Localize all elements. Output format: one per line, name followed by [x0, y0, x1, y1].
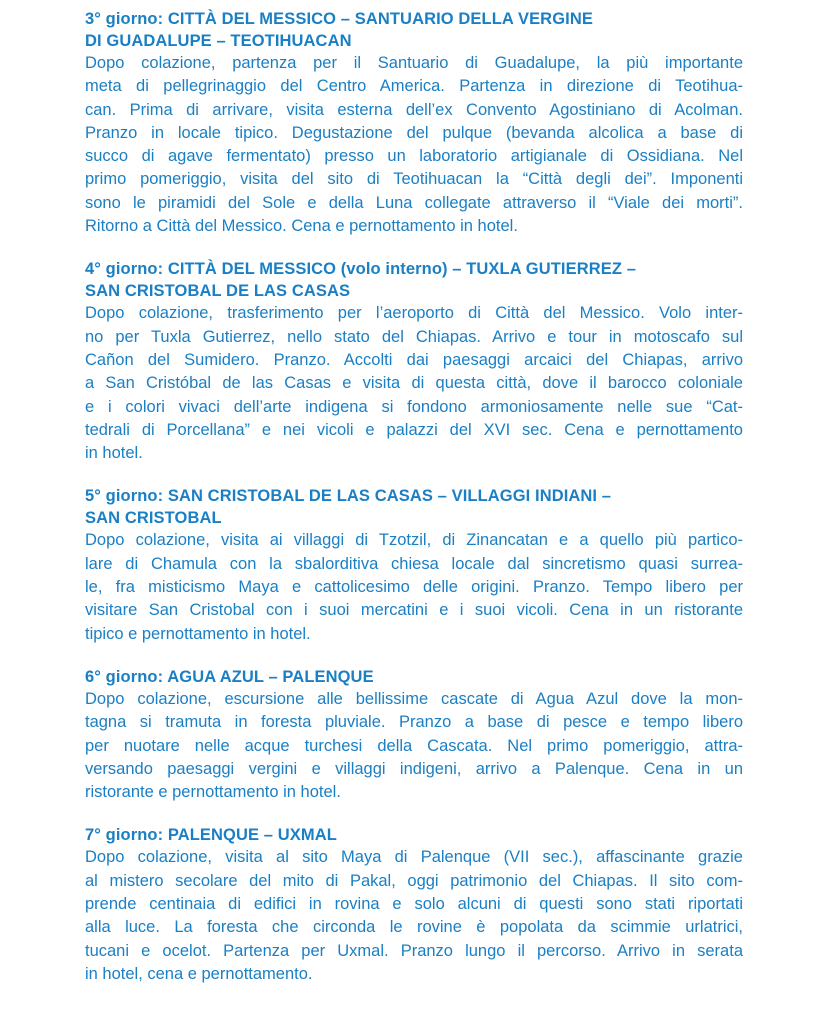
- body-line: tedrali di Porcellana” e nei vicoli e palazzi del XVI sec. Cena e pernottamento: [85, 420, 743, 439]
- day-title: [85, 824, 743, 846]
- title-line: 4° giorno: CITTÀ DEL MESSICO (volo interno) – TUXLA GUTIERREZ –: [85, 260, 636, 279]
- body-line: visitare San Cristobal con i suoi mercatini e i suoi vicoli. Cena in un ristorante: [85, 601, 743, 620]
- body-line: tagna si tramuta in foresta pluviale. Pranzo a base di pesce e tempo libero: [85, 713, 743, 732]
- body-line: Cañon del Sumidero. Pranzo. Accolti dai paesaggi arcaici del Chiapas, arrivo: [85, 350, 743, 369]
- day-description: [85, 52, 743, 238]
- day-description: [85, 302, 743, 465]
- body-line: Dopo colazione, visita ai villaggi di Tzotzil, di Zinancatan e a quello più partico-: [85, 531, 743, 550]
- body-line: in hotel.: [85, 444, 143, 463]
- body-line: versando paesaggi vergini e villaggi indigeni, arrivo a Palenque. Cena in un: [85, 759, 743, 778]
- body-line: alla luce. La foresta che circonda le rovine è popolata da scimmie urlatrici,: [85, 918, 743, 937]
- body-line: a San Cristóbal de las Casas e visita di questa città, dove il barocco coloniale: [85, 374, 743, 393]
- body-line: primo pomeriggio, visita del sito di Teotihuacan la “Città degli dei”. Imponenti: [85, 170, 743, 189]
- title-line: DI GUADALUPE – TEOTIHUACAN: [85, 32, 352, 50]
- body-line: meta di pellegrinaggio del Centro America. Partenza in direzione di Teotihua-: [85, 77, 743, 96]
- body-line: can. Prima di arrivare, visita esterna dell’ex Convento Agostiniano di Acolman.: [85, 100, 743, 119]
- body-line: ristorante e pernottamento in hotel.: [85, 783, 341, 802]
- body-line: le, fra misticismo Maya e cattolicesimo delle origini. Pranzo. Tempo libero per: [85, 578, 743, 597]
- body-line: Dopo colazione, partenza per il Santuario di Guadalupe, la più importante: [85, 54, 743, 72]
- day-section-3: [85, 8, 743, 238]
- body-line: e i colori vivaci dell’arte indigena si fondono armoniosamente nelle sue “Cat-: [85, 397, 743, 416]
- title-line: 6° giorno: AGUA AZUL – PALENQUE: [85, 667, 374, 686]
- body-line: al mistero secolare del mito di Pakal, oggi patrimonio del Chiapas. Il sito com-: [85, 871, 743, 890]
- title-line: SAN CRISTOBAL DE LAS CASAS: [85, 282, 351, 301]
- day-title: [85, 485, 743, 529]
- body-line: no per Tuxla Gutierrez, nello stato del Chiapas. Arrivo e tour in motoscafo sul: [85, 327, 743, 346]
- day-section-4: [85, 258, 743, 465]
- body-line: Ritorno a Città del Messico. Cena e pernottamento in hotel.: [85, 217, 518, 236]
- body-line: tucani e ocelot. Partenza per Uxmal. Pranzo lungo il percorso. Arrivo in serata: [85, 941, 743, 960]
- day-title: [85, 8, 743, 52]
- body-line: Pranzo in locale tipico. Degustazione del pulque (bevanda alcolica a base di: [85, 123, 743, 142]
- title-line: 7° giorno: PALENQUE – UXMAL: [85, 826, 337, 845]
- body-line: Dopo colazione, visita al sito Maya di Palenque (VII sec.), affascinante grazie: [85, 848, 743, 867]
- itinerary-document: [85, 8, 743, 1006]
- body-line: Dopo colazione, escursione alle bellissime cascate di Agua Azul dove la mon-: [85, 689, 743, 708]
- title-line: 5° giorno: SAN CRISTOBAL DE LAS CASAS – VILLAGGI INDIANI –: [85, 487, 612, 506]
- title-line: 3° giorno: CITTÀ DEL MESSICO – SANTUARIO DELLA VERGINE: [85, 10, 593, 28]
- day-title: [85, 666, 743, 688]
- body-line: Dopo colazione, trasferimento per l’aeroporto di Città del Messico. Volo inter-: [85, 304, 743, 323]
- body-line: sono le piramidi del Sole e della Luna collegate attraverso il “Viale dei morti”.: [85, 193, 743, 212]
- body-line: in hotel, cena e pernottamento.: [85, 964, 313, 983]
- day-section-6: [85, 666, 743, 804]
- body-line: succo di agave fermentato) presso un laboratorio artigianale di Ossidiana. Nel: [85, 147, 743, 166]
- body-line: per nuotare nelle acque turchesi della Cascata. Nel primo pomeriggio, attra-: [85, 736, 743, 755]
- body-line: lare di Chamula con la sbalorditiva chiesa locale dal sincretismo quasi surrea-: [85, 554, 743, 573]
- day-description: [85, 688, 743, 804]
- day-description: [85, 846, 743, 986]
- day-title: [85, 258, 743, 302]
- body-line: tipico e pernottamento in hotel.: [85, 624, 311, 643]
- body-line: prende centinaia di edifici in rovina e solo alcuni di questi sono stati riportati: [85, 895, 743, 914]
- title-line: SAN CRISTOBAL: [85, 509, 222, 528]
- day-description: [85, 529, 743, 645]
- day-section-5: [85, 485, 743, 645]
- day-section-7: [85, 824, 743, 986]
